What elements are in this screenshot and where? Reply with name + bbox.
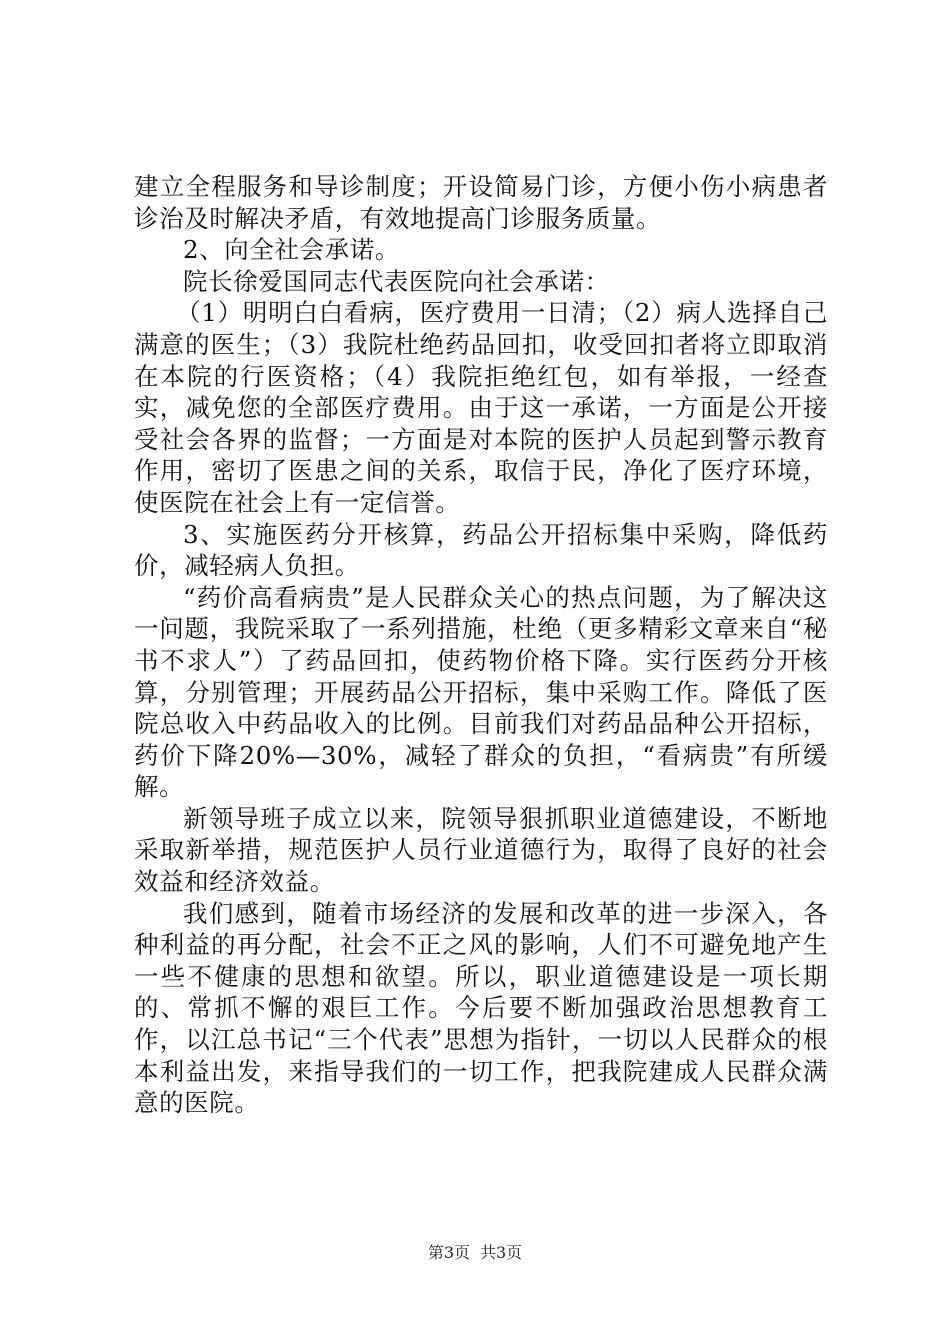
paragraph-drug-price: “药价高看病贵”是人民群众关心的热点问题，为了解决这一问题，我院采取了一系列措施，杜绝（更多精彩文章来自“秘书不求人”）了药品回扣，使药物价格下降。实行医药分开核算，分别管理；开展药品公开招标，集中采购工作。降低了医院总收入中药品收入的比例。目前我们对药品品种公开招标，药价下降20%—30%，减轻了群众的负担，“看病贵”有所缓解。 bbox=[134, 582, 828, 802]
paragraph-conclusion: 我们感到，随着市场经济的发展和改革的进一步深入，各种利益的再分配，社会不正之风的影响，人们不可避免地产生一些不健康的思想和欲望。所以，职业道德建设是一项长期的、常抓不懈的艰巨工作。今后要不断加强政治思想教育工作，以江总书记“三个代表”思想为指针，一切以人民群众的根本利益出发，来指导我们的一切工作，把我院建成人民群众满意的医院。 bbox=[134, 898, 828, 1118]
page-footer bbox=[0, 1243, 950, 1263]
paragraph-heading-2: 2、向全社会承诺。 bbox=[183, 235, 400, 265]
paragraph-continuation: 建立全程服务和导诊制度；开设简易门诊，方便小伤小病患者诊治及时解决矛盾，有效地提高门诊服务质量。 bbox=[134, 172, 828, 233]
paragraph-leadership: 新领导班子成立以来，院领导狠抓职业道德建设，不断地采取新举措，规范医护人员行业道德行为，取得了良好的社会效益和经济效益。 bbox=[134, 803, 828, 897]
document-body bbox=[134, 171, 828, 1119]
paragraph-heading-3: 3、实施医药分开核算，药品公开招标集中采购，降低药价，减轻病人负担。 bbox=[134, 519, 828, 581]
paragraph-commitment-intro: 院长徐爱国同志代表医院向社会承诺： bbox=[183, 266, 610, 296]
page-number-total: 共3页 bbox=[480, 1243, 523, 1262]
page-number-current: 第3页 bbox=[427, 1243, 470, 1262]
paragraph-commitment-list: （1）明明白白看病，医疗费用一日清；（2）病人选择自己满意的医生；（3）我院杜绝药品回扣，收受回扣者将立即取消在本院的行医资格；（4）我院拒绝红包，如有举报，一经查实，减免您的全部医疗费用。由于这一承诺，一方面是公开接受社会各界的监督；一方面是对本院的医护人员起到警示教育作用，密切了医患之间的关系，取信于民，净化了医疗环境，使医院在社会上有一定信誉。 bbox=[134, 298, 828, 517]
